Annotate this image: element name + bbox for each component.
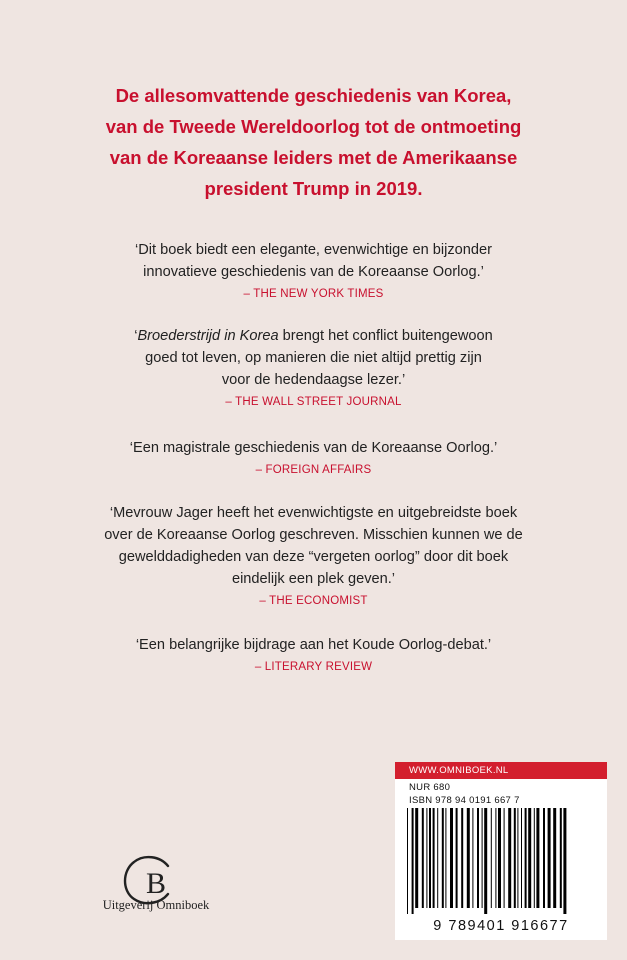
barcode-bar <box>560 808 562 908</box>
barcode-bar <box>484 808 487 914</box>
barcode-bar <box>415 808 418 908</box>
barcode-bar <box>498 808 501 908</box>
quote-line: gewelddadigheden van deze “vergeten oorlog” door dit boek <box>118 549 509 565</box>
barcode-bar <box>504 808 505 908</box>
barcode-bar <box>437 808 438 908</box>
barcode-bar <box>422 808 424 908</box>
barcode-bar <box>508 808 511 908</box>
barcode-bar <box>407 808 408 914</box>
barcode-bar <box>461 808 463 908</box>
quote-line: ‘Een belangrijke bijdrage aan het Koude Oorlog-debat.’ <box>135 637 492 653</box>
barcode-bar <box>467 808 470 908</box>
quote-text: brengt het conflict buitengewoon <box>278 328 493 344</box>
blurb-line: van de Tweede Wereldoorlog tot de ontmoeting <box>105 116 522 137</box>
quote-line: ‘Dit boek biedt een elegante, evenwichtige en bijzonder <box>135 242 492 258</box>
blurb-line: president Trump in 2019. <box>204 178 423 199</box>
barcode-bar <box>548 808 551 908</box>
quote-source: – FOREIGN AFFAIRS <box>255 464 372 476</box>
quote-line <box>40 325 587 347</box>
quote-line: goed tot leven, op manieren die niet altijd prettig zijn <box>145 350 482 366</box>
barcode-panel <box>395 762 607 940</box>
publisher-url: WWW.OMNIBOEK.NL <box>395 762 607 779</box>
barcode-bar <box>528 808 531 908</box>
barcode-bar <box>429 808 431 908</box>
quote-source: – THE WALL STREET JOURNAL <box>225 396 402 408</box>
barcode-bar <box>477 808 479 908</box>
barcode-bar <box>521 808 522 908</box>
review-quote <box>40 325 587 410</box>
barcode-bar <box>426 808 427 908</box>
barcode-bar <box>534 808 535 908</box>
quote-source: – LITERARY REVIEW <box>254 661 373 673</box>
quote-line: voor de hedendaagse lezer.’ <box>221 372 406 388</box>
book-title: Broederstrijd in Korea <box>137 328 279 344</box>
quote-line: ‘Mevrouw Jager heeft het evenwichtigste en uitgebreidste boek <box>109 505 518 521</box>
quote-line: over de Koreaanse Oorlog geschreven. Misschien kunnen we de <box>104 527 523 543</box>
barcode-bar <box>482 808 483 908</box>
barcode-bar <box>536 808 539 908</box>
blurb-line: De allesomvattende geschiedenis van Korea, <box>115 85 512 106</box>
quote-open-mark: ‘ <box>134 328 138 344</box>
logo-letter: B <box>145 867 167 900</box>
barcode-bar <box>525 808 527 908</box>
blurb-line: van de Koreaanse leiders met de Amerikaanse <box>109 147 518 168</box>
barcode-bar <box>442 808 444 908</box>
quote-line: ‘Een magistrale geschiedenis van de Koreaanse Oorlog.’ <box>129 440 498 456</box>
nur-code: NUR 680 <box>409 782 451 793</box>
barcode-bars <box>405 808 597 914</box>
barcode-bar <box>495 808 496 908</box>
quote-line: eindelijk een plek geven.’ <box>231 571 396 587</box>
barcode-bar <box>412 808 414 914</box>
barcode-bar <box>445 808 446 908</box>
quote-line: innovatieve geschiedenis van de Koreaanse Oorlog.’ <box>143 264 484 280</box>
barcode-bar <box>543 808 545 908</box>
review-quote <box>40 502 587 609</box>
quote-source: – THE NEW YORK TIMES <box>243 288 384 300</box>
barcode-bar <box>553 808 556 908</box>
barcode-bar <box>472 808 473 908</box>
barcode-bar <box>433 808 435 908</box>
review-quote <box>40 239 587 302</box>
isbn-text: ISBN 978 94 0191 667 7 <box>409 795 520 806</box>
barcode-bar <box>517 808 518 908</box>
review-quote <box>40 634 587 675</box>
barcode-bar <box>450 808 453 908</box>
barcode-bar <box>456 808 458 908</box>
blurb <box>40 80 587 204</box>
barcode-bar <box>514 808 516 908</box>
review-quote <box>40 437 587 478</box>
barcode-bar <box>563 808 566 914</box>
barcode-bar <box>491 808 492 908</box>
barcode-digits: 9 789401 916677 <box>433 918 569 934</box>
quote-source: – THE ECONOMIST <box>259 595 368 607</box>
publisher-name: Uitgeverij Omniboek <box>102 898 210 912</box>
